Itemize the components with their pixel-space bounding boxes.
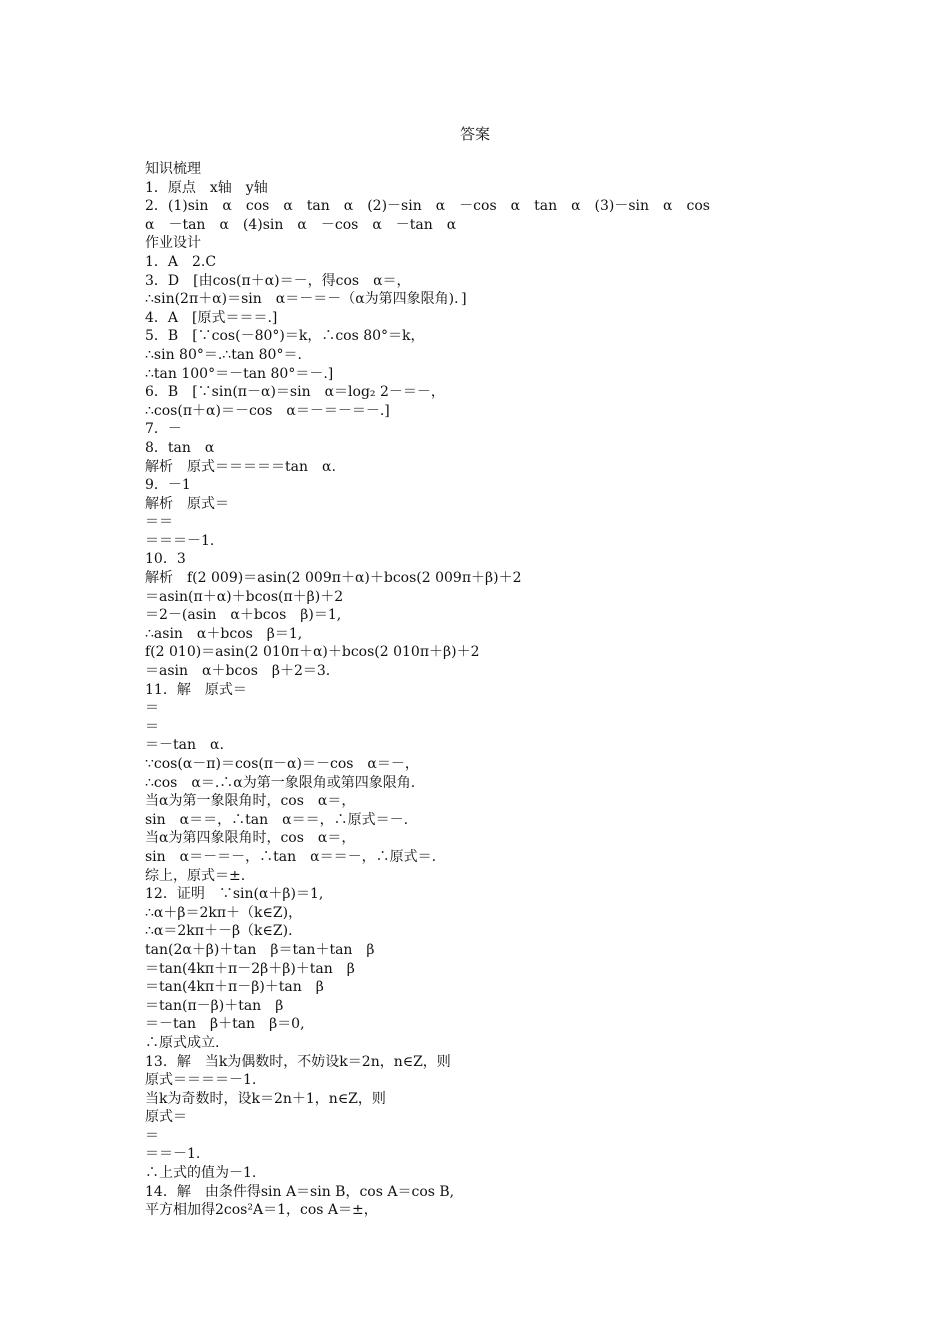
text-line: 1．A 2.C <box>145 253 217 270</box>
text-line: ＝＝＝－1. <box>145 532 215 549</box>
text-line: 2．(1)sin α cos α tan α (2)－sin α －cos α tan α (3)－sin α cos <box>145 198 710 215</box>
text-line: 12．证明 ∵sin(α＋β)＝1, <box>145 886 324 903</box>
text-line: ∴sin 80°＝.∴tan 80°＝. <box>145 346 302 363</box>
text-line: ＝－tan α. <box>145 737 224 754</box>
text-line: ＝tan(4kπ＋π－2β＋β)＋tan β <box>145 960 355 977</box>
text-line: ＝ <box>145 718 159 735</box>
text-line: ＝asin(π＋α)＋bcos(π＋β)＋2 <box>145 588 344 605</box>
text-line: 1．原点 x轴 y轴 <box>145 179 268 196</box>
text-line: 原式＝＝＝＝－1. <box>145 1072 257 1089</box>
text-line: ∴sin(2π＋α)＝sin α＝－＝－（α为第四象限角)．] <box>145 291 467 308</box>
text-line: ∴asin α＋bcos β＝1, <box>145 625 303 642</box>
text-line: 3．D [由cos(π＋α)＝－，得cos α＝， <box>145 272 411 289</box>
text-line: 作业设计 <box>145 235 201 252</box>
text-line: 知识梳理 <box>145 161 201 177</box>
text-line: ∴cos(π＋α)＝－cos α＝－＝－＝－.] <box>145 402 390 419</box>
text-line: ∴tan 100°＝－tan 80°＝－.] <box>145 365 334 382</box>
text-line: 13．解 当k为偶数时，不妨设k＝2n，n∈Z，则 <box>145 1053 451 1070</box>
text-line: ∴原式成立. <box>145 1034 220 1051</box>
text-line: 5．B [∵cos(－80°)＝k，∴cos 80°＝k， <box>145 328 425 345</box>
text-line: 平方相加得2cos²A＝1，cos A＝±， <box>145 1202 378 1219</box>
text-line: ∴上式的值为－1. <box>145 1165 257 1182</box>
text-line: α －tan α (4)sin α －cos α －tan α <box>145 216 457 233</box>
text-line: 8．tan α <box>145 439 215 456</box>
text-line: sin α＝＝，∴tan α＝＝，∴原式＝－. <box>145 811 409 828</box>
text-line: 14．解 由条件得sin A＝sin B，cos A＝cos B, <box>145 1183 455 1200</box>
answer-content <box>145 160 845 1220</box>
text-line: 解析 f(2 009)＝asin(2 009π＋α)＋bcos(2 009π＋β)＋2 <box>145 570 522 587</box>
text-line: 11．解 原式＝ <box>145 681 247 698</box>
text-line: ＝＝ <box>145 514 173 531</box>
text-line: ＝ <box>145 700 159 717</box>
text-line: ＝2－(asin α＋bcos β)＝1, <box>145 607 342 624</box>
text-line: tan(2α＋β)＋tan β＝tan＋tan β <box>145 941 375 958</box>
text-line: ∵cos(α－π)＝cos(π－α)＝－cos α＝－， <box>145 756 419 772</box>
text-line: ＝tan(4kπ＋π－β)＋tan β <box>145 979 324 996</box>
text-line: ＝asin α＋bcos β＋2＝3. <box>145 663 331 680</box>
text-line: 6．B [∵sin(π－α)＝sin α＝log₂ 2－＝－， <box>145 384 445 401</box>
text-line: 当k为奇数时，设k＝2n＋1，n∈Z，则 <box>145 1090 386 1107</box>
text-line: 当α为第一象限角时，cos α＝， <box>145 793 356 810</box>
text-line: 7．－ <box>145 421 182 438</box>
text-line: sin α＝－＝－，∴tan α＝＝－，∴原式＝. <box>145 848 437 865</box>
text-line: 解析 原式＝＝＝＝＝tan α. <box>145 458 336 475</box>
text-line: ＝－tan β＋tan β＝0, <box>145 1016 305 1033</box>
page-title: 答案 <box>459 125 490 143</box>
text-line: ＝ <box>145 1127 159 1144</box>
text-line: 10．3 <box>145 551 186 568</box>
text-line: 解析 原式＝ <box>145 495 229 512</box>
text-line: 当α为第四象限角时，cos α＝， <box>145 830 356 847</box>
text-line: ∴α＝2kπ＋－β（k∈Z)． <box>145 923 303 940</box>
text-line: 4．A [原式＝＝＝.] <box>145 309 278 326</box>
text-line: ＝＝－1. <box>145 1146 201 1163</box>
text-line: ＝tan(π－β)＋tan β <box>145 997 284 1014</box>
text-line: 原式＝ <box>145 1109 187 1126</box>
text-line: ∴α＋β＝2kπ＋（k∈Z)， <box>145 904 303 921</box>
text-line: ∴cos α＝.∴α为第一象限角或第四象限角. <box>145 774 416 791</box>
text-line: 综上，原式＝±. <box>145 867 246 884</box>
text-line: f(2 010)＝asin(2 010π＋α)＋bcos(2 010π＋β)＋2 <box>145 644 480 661</box>
text-line: 9．－1 <box>145 477 191 494</box>
